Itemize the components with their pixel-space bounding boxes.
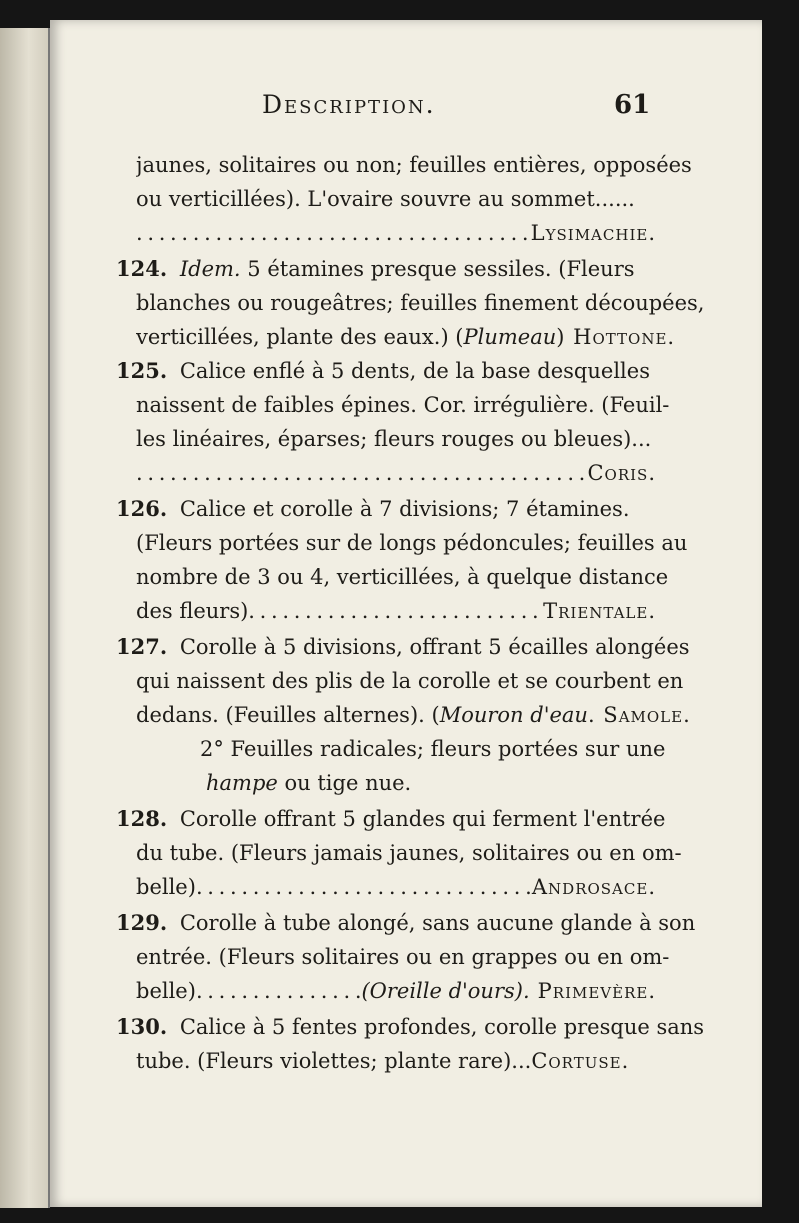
text-line: ou verticillées). L'ovaire souvre au sommet......: [136, 187, 635, 211]
text-line: 127. Corolle à 5 divisions, offrant 5 écailles alongées: [116, 634, 690, 659]
text-line: qui naissent des plis de la corolle et se courbent en: [136, 669, 684, 693]
genus-name: Primevère.: [537, 979, 656, 1003]
text-line: 126. Calice et corolle à 7 divisions; 7 étamines.: [116, 496, 630, 521]
text-line: [136, 216, 656, 250]
text-line: 128. Corolle offrant 5 glandes qui ferment l'entrée: [116, 806, 666, 831]
text-line: dedans. (Feuilles alternes). (Mouron d'eau. Samole.: [136, 703, 691, 727]
running-header: [50, 88, 762, 128]
text-line: jaunes, solitaires ou non; feuilles entières, opposées: [136, 153, 692, 177]
genus-name: Coris.: [587, 461, 656, 485]
text-line: nombre de 3 ou 4, verticillées, à quelque distance: [136, 565, 669, 589]
genus-name: Trientale.: [543, 599, 656, 623]
text-line: naissent de faibles épines. Cor. irrégulière. (Feuil-: [136, 393, 670, 417]
text-line: 130. Calice à 5 fentes profondes, corolle presque sans: [116, 1014, 705, 1039]
entry-number: 129.: [116, 910, 168, 935]
entry-number: 127.: [116, 634, 168, 659]
leader-dots: [196, 974, 362, 1008]
entry-number: 126.: [116, 496, 168, 521]
text-line: des fleurs) . . . Trientale.: [136, 594, 656, 628]
entry-number: 128.: [116, 806, 168, 831]
header-title: Description.: [262, 90, 436, 119]
genus-name: Androsace.: [531, 875, 656, 899]
text-line: les linéaires, éparses; fleurs rouges ou bleues)...: [136, 427, 652, 451]
entry-number: 124.: [116, 256, 168, 281]
page-number: 61: [614, 90, 651, 120]
genus-name: . Samole.: [587, 703, 691, 727]
book-page: [50, 20, 762, 1207]
text-line: 129. Corolle à tube alongé, sans aucune glande à son: [116, 910, 696, 935]
text-line: 124. Idem. 5 étamines presque sessiles. (Fleurs: [116, 256, 635, 281]
text-line: blanches ou rougeâtres; feuilles finement découpées,: [136, 291, 705, 315]
text-line: du tube. (Fleurs jamais jaunes, solitaires ou en om-: [136, 841, 682, 865]
text-line: (Fleurs portées sur de longs pédoncules; feuilles au: [136, 531, 688, 555]
text-line: 2° Feuilles radicales; fleurs portées sur une: [200, 737, 666, 761]
text-line: belle) . . . Androsace.: [136, 870, 656, 904]
entry-number: 125.: [116, 358, 168, 383]
genus-name: ) Hottone.: [556, 325, 676, 349]
leader-dots: [136, 216, 531, 250]
text-line: belle) . . . (Oreille d'ours). Primevère.: [136, 974, 656, 1008]
text-line: 125. Calice enflé à 5 dents, de la base desquelles: [116, 358, 650, 383]
text-line: hampe ou tige nue.: [206, 771, 412, 795]
genus-name: Cortuse.: [531, 1049, 630, 1073]
entry-number: 130.: [116, 1014, 168, 1039]
genus-name: Lysimachie.: [530, 221, 656, 245]
left-page-edge: [0, 28, 50, 1208]
text-line: entrée. (Fleurs solitaires ou en grappes ou en om-: [136, 945, 670, 969]
leader-dots: [248, 594, 543, 628]
leader-dots: [196, 870, 532, 904]
leader-dots: [136, 456, 587, 490]
text-line: [136, 456, 656, 490]
text-line: verticillées, plante des eaux.) (Plumeau) Hottone.: [136, 325, 676, 349]
text-line: tube. (Fleurs violettes; plante rare)...Cortuse.: [136, 1049, 630, 1073]
